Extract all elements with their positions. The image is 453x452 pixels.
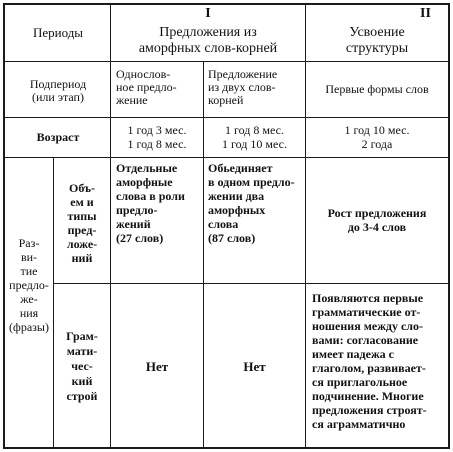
volume-col1-line2: аморфные bbox=[116, 175, 173, 189]
grammar-col1: Нет bbox=[145, 359, 169, 374]
rule-volume-bottom bbox=[53, 283, 450, 284]
age-col1-line2: 1 год 8 мес. bbox=[127, 137, 187, 151]
volume-label-line2: ем и bbox=[70, 195, 94, 209]
development-label-line5: же- bbox=[20, 292, 38, 306]
grammar-label-line3: чес- bbox=[71, 359, 93, 373]
volume-label-line5: ложе- bbox=[66, 237, 98, 251]
period2-title-line2: структуры bbox=[345, 41, 409, 56]
grammar-col3-line5: имеет падежа с bbox=[312, 347, 394, 361]
grammar-col3-line2: грамматические от- bbox=[312, 305, 421, 319]
period2-number: II bbox=[420, 6, 431, 21]
grammar-col3-line8: подчинение. Многие bbox=[312, 389, 424, 403]
period2-title-line1: Усвоение bbox=[349, 25, 405, 40]
rule-header-bottom bbox=[3, 61, 450, 62]
development-label-line1: Раз- bbox=[18, 236, 40, 250]
grammar-col3-line4: вами: согласование bbox=[312, 333, 419, 347]
header-periods: Периоды bbox=[32, 25, 84, 40]
subperiod-col2-line3: корней bbox=[208, 93, 244, 107]
volume-col1-line4: предло- bbox=[116, 203, 158, 217]
subperiod-col3: Первые формы слов bbox=[325, 82, 429, 96]
age-col3-line2: 2 года bbox=[361, 137, 393, 151]
subperiod-label-line2: (или этап) bbox=[32, 90, 84, 104]
volume-col3-line2: до 3-4 слов bbox=[347, 220, 407, 234]
volume-label-line3: типы bbox=[67, 209, 97, 223]
table-border-bottom bbox=[3, 447, 450, 449]
table-border-right bbox=[448, 3, 450, 449]
rule-age-bottom bbox=[3, 157, 450, 158]
rule-subperiod-bottom bbox=[3, 117, 450, 118]
subperiod-col2-line1: Предложение bbox=[208, 67, 278, 81]
development-label-line2: ви- bbox=[20, 250, 38, 264]
volume-col2-line4: аморфных bbox=[208, 203, 266, 217]
subperiod-col1-line3: жение bbox=[116, 93, 148, 107]
volume-col1-line5: жений bbox=[116, 217, 151, 231]
grammar-col3-line7: ся приглагольное bbox=[312, 375, 408, 389]
volume-label-line4: пред- bbox=[67, 223, 97, 237]
grammar-label-line5: строй bbox=[66, 389, 98, 403]
age-col1-line1: 1 год 3 мес. bbox=[127, 123, 187, 137]
volume-col2-line1: Обьединяет bbox=[208, 161, 273, 175]
subperiod-label-line1: Подпериод bbox=[29, 77, 87, 91]
development-label-line7: (фразы) bbox=[9, 320, 49, 334]
grammar-col3-line1: Появляются первые bbox=[312, 291, 424, 305]
volume-label-line6: ний bbox=[71, 251, 93, 265]
grammar-col2: Нет bbox=[243, 359, 266, 374]
development-label-line4: предло- bbox=[9, 278, 49, 292]
development-label-line3: тие bbox=[20, 264, 38, 278]
volume-col1-line1: Отдельные bbox=[116, 161, 178, 175]
volume-label-line1: Объ- bbox=[68, 181, 96, 195]
table-border-left bbox=[3, 3, 5, 449]
grammar-col3-line3: ношения между сло- bbox=[312, 319, 424, 333]
rule-col1-right bbox=[203, 62, 204, 449]
volume-col2-line5: слова bbox=[208, 217, 239, 231]
age-col3-line1: 1 год 10 мес. bbox=[344, 123, 410, 137]
grammar-col3-line6: глаголом, развивает- bbox=[312, 361, 426, 375]
subperiod-col1-line1: Однослов- bbox=[116, 67, 171, 81]
age-col2-line2: 1 год 10 мес. bbox=[222, 137, 287, 151]
grammar-col3-line9: предложения строят- bbox=[312, 403, 427, 417]
rule-col-label-right bbox=[110, 3, 111, 449]
period1-number: I bbox=[205, 6, 211, 21]
subperiod-col1-line2: ное предло- bbox=[116, 80, 177, 94]
age-col2-line1: 1 год 8 мес. bbox=[225, 123, 284, 137]
development-label-line6: ния bbox=[19, 306, 39, 320]
age-label: Возраст bbox=[36, 130, 80, 144]
subperiod-col2-line2: из двух слов- bbox=[208, 80, 276, 94]
volume-col3-line1: Рост предложения bbox=[327, 206, 427, 220]
grammar-label-line1: Грам- bbox=[66, 329, 98, 343]
volume-col2-line2: в одном предло- bbox=[208, 175, 295, 189]
grammar-label-line4: кий bbox=[71, 374, 93, 388]
volume-col2-line6: (87 слов) bbox=[208, 231, 256, 245]
grammar-label-line2: мати- bbox=[66, 344, 98, 358]
grammar-col3-line10: ся аграмматично bbox=[312, 417, 406, 431]
volume-col1-line6: (27 слов) bbox=[116, 231, 164, 245]
period1-title-line1: Предложения из bbox=[159, 25, 257, 40]
volume-col2-line3: жении два bbox=[208, 189, 265, 203]
table-border-top bbox=[3, 3, 450, 5]
volume-col1-line3: слова в роли bbox=[116, 189, 185, 203]
period1-title-line2: аморфных слов-корней bbox=[138, 41, 278, 56]
